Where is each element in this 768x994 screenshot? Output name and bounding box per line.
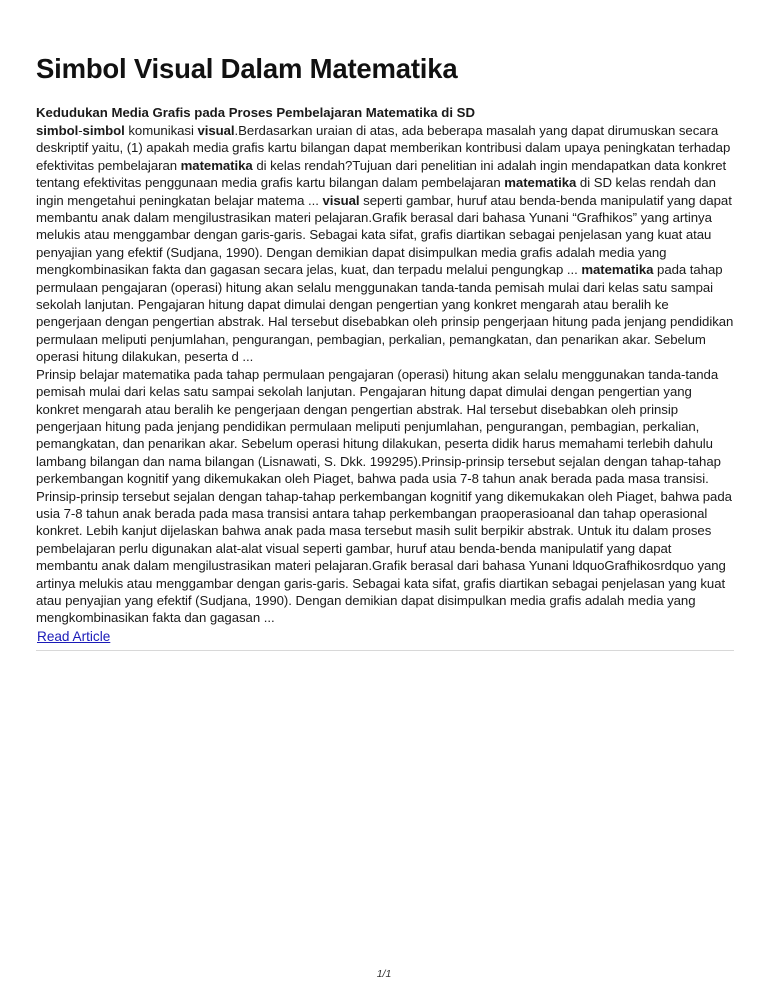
highlighted-keyword: visual: [322, 192, 360, 208]
article-title: Kedudukan Media Grafis pada Proses Pembelajaran Matematika di SD: [36, 105, 475, 120]
highlighted-keyword: matematika: [180, 157, 253, 173]
page-content: [36, 52, 736, 651]
divider: [36, 650, 734, 651]
snippet-text: di kelas rendah?Tujuan dari penelitian ini adalah ingin mendapatkan data konkret tentang efektivitas penggunaan media grafis kartu bilangan dalam pembelajaran: [36, 157, 727, 191]
snippet-text: di SD kelas rendah dan ingin mengetahui peningkatan belajar matema ...: [36, 175, 716, 208]
highlighted-keyword: matematika: [504, 175, 577, 191]
snippet-text: seperti gambar, huruf atau benda-benda manipulatif yang dapat membantu anak dalam mengilustrasikan materi pelajaran.Grafik berasal dari bahasa Yunani “Grafhikos” yang artinya melukis atau menggambar dengan garis-garis. Sebagai kata sifat, grafis diartikan sebagai penjelasan yang kuat atau penyajian yang efektif (Sudjana, 1990). Dengan demikian dapat disimpulkan media grafis adalah media yang mengkombinasikan fakta dan gagasan secara jelas, kuat, dan terpadu melalui pengungkap ...: [36, 192, 732, 278]
snippet-text: pada tahap permulaan pengajaran (operasi) hitung akan selalu menggunakan tanda-tanda pemisah mulai dari kelas satu sampai sekolah lanjutan. Pengajaran hitung dapat dimulai dengan pengertian yang konkret mengarah atau beralih ke pengerjaan dengan pengertian abstrak. Hal tersebut disebabkan oleh prinsip pengerjaan hitung pada jenjang pendidikan permulaan meliputi penjumlahan, pengurangan, pembagian, perkalian, pemangkatan, dan penarikan akar. Sebelum operasi hitung dilakukan, peserta d ...: [36, 262, 734, 365]
article-snippet: [36, 122, 736, 366]
page-title: Simbol Visual Dalam Matematika: [36, 53, 458, 84]
highlighted-keyword: simbol: [82, 123, 125, 138]
snippet-text: komunikasi: [124, 123, 198, 138]
article-entry: [36, 104, 736, 651]
highlighted-keyword: matematika: [581, 262, 654, 278]
read-article-link[interactable]: Read Article: [37, 628, 111, 644]
snippet-text: -: [78, 123, 83, 138]
article-body: Prinsip belajar matematika pada tahap permulaan pengajaran (operasi) hitung akan selalu menggunakan tanda-tanda pemisah mulai dari kelas satu sampai sekolah lanjutan. Pengajaran hitung dapat dimulai dengan pengertian yang konkret mengarah atau beralih ke pengerjaan dengan pengertian abstrak. Hal tersebut disebabkan oleh prinsip pengerjaan hitung pada jenjang pendidikan permulaan meliputi penjumlahan, pengurangan, pembagian, perkalian, pemangkatan, dan penarikan akar. Sebelum operasi hitung dilakukan, peserta didik harus memahami terlebih dahulu lambang bilangan dan nama bilangan (Lisnawati, S. Dkk. 199295).Prinsip-prinsip tersebut sejalan dengan tahap-tahap perkembangan kognitif yang dikemukakan oleh Piaget, bahwa pada usia 7-8 tahun anak berada pada masa transisi. Prinsip-prinsip tersebut sejalan dengan tahap-tahap perkembangan kognitif yang dikemukakan oleh Piaget, bahwa pada usia 7-8 tahun anak berada pada masa transisi antara tahap perkembangan praoperasioanal dan tahap operasional konkret. Lebih kanjut dijelaskan bahwa anak pada masa tersebut masih sulit berpikir abstrak. Untuk itu dalam proses pembelajaran perlu digunakan alat-alat visual seperti gambar, huruf atau benda-benda manipulatif yang dapat membantu anak dalam mengilustrasikan materi pelajaran.Grafik berasal dari bahasa Yunani ldquoGrafhikosrdquo yang artinya melukis atau menggambar dengan garis-garis. Sebagai kata sifat, grafis diartikan sebagai penjelasan yang kuat atau penyajian yang efektif (Sudjana, 1990). Dengan demikian dapat disimpulkan media grafis adalah media yang mengkombinasikan fakta dan gagasan ...: [36, 366, 732, 626]
page-number: 1/1: [376, 968, 392, 980]
snippet-text: .Berdasarkan uraian di atas, ada beberapa masalah yang dapat dirumuskan secara deskriptif yaitu, (1) apakah media grafis kartu bilangan dapat memberikan kontribusi dalam upaya peningkatan terhadap efektivitas pembelajaran: [36, 123, 731, 173]
highlighted-keyword: simbol: [36, 123, 79, 138]
highlighted-keyword: visual: [197, 123, 235, 138]
